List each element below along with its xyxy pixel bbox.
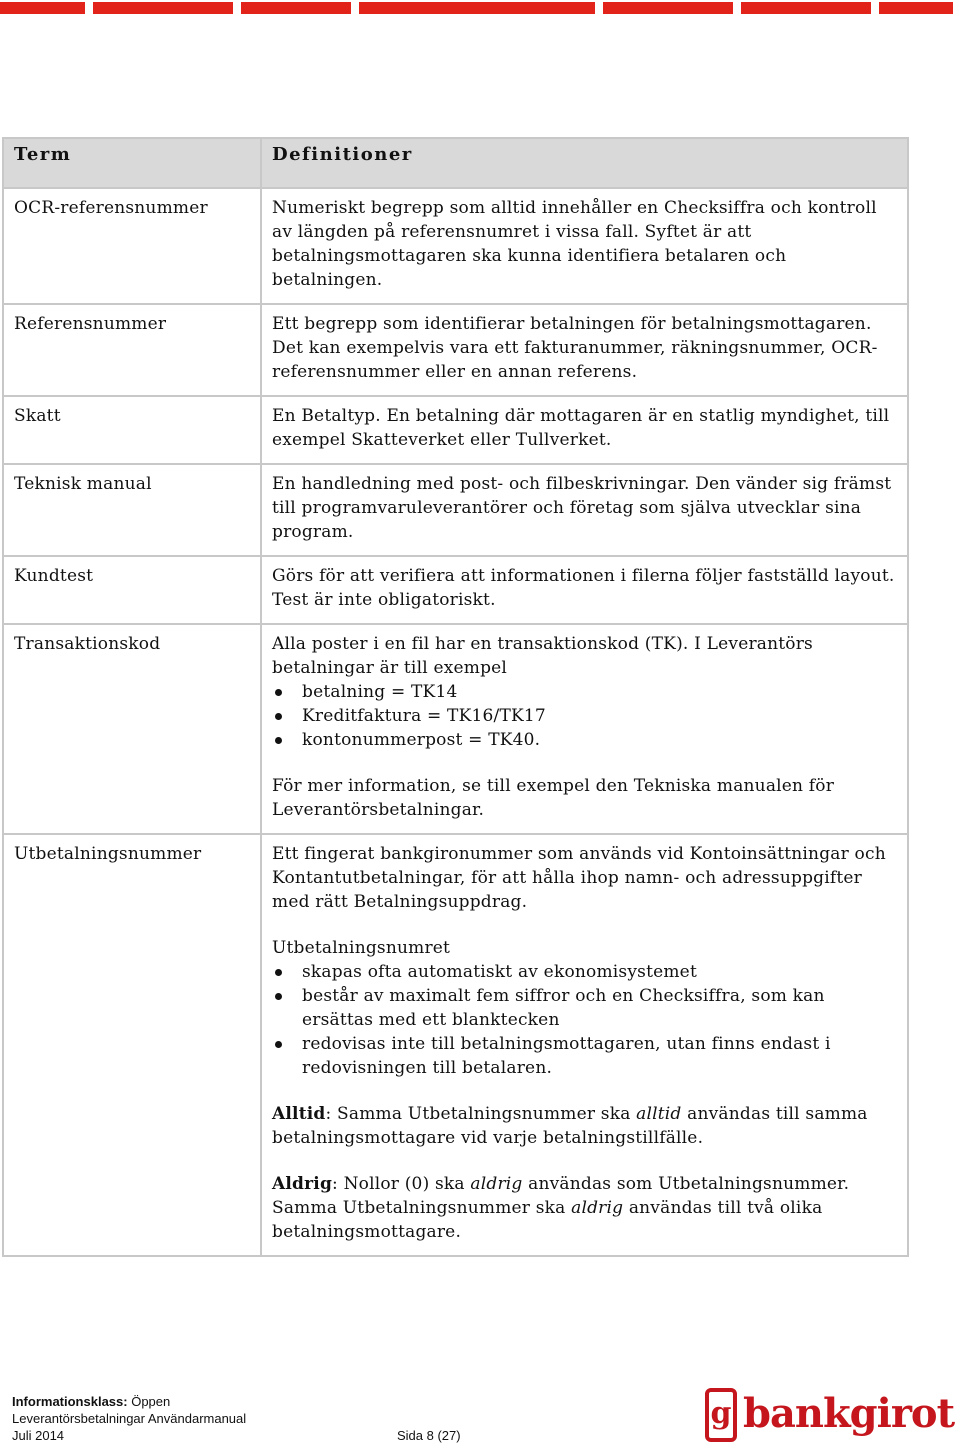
term-cell: Kundtest [3,556,261,624]
glossary-table [2,137,909,1257]
document-date: Juli 2014 [12,1428,65,1443]
always-label: Alltid [272,1104,326,1124]
classification-label: Informationsklass: [12,1394,128,1409]
never-emphasis: aldrig [571,1198,624,1218]
definition-text: Ett begrepp som identifierar betalningen för betalningsmottagaren. Det kan exempelvis vara ett fakturanummer, räkningsnummer, OCR-referensnummer eller en annan referens. [272,314,878,382]
table-row [3,304,908,396]
always-text-post: användas till samma betalningsmottagare vid varje betalningstillfälle. [272,1104,868,1148]
never-text-mid: användas som Utbetalningsnummer. Samma Utbetalningsnummer ska [272,1174,850,1218]
term-cell: Teknisk manual [3,464,261,556]
logo-wordmark: bankgirot [743,1390,955,1437]
definition-text: En handledning med post- och filbeskrivningar. Den vänder sig främst till programvaruleverantörer och företag som själva utvecklar sina program. [272,474,892,542]
definition-cell [261,624,908,834]
table-row [3,188,908,304]
list-item: betalning = TK14 [302,680,897,704]
document-title: Leverantörsbetalningar Användarmanual [12,1411,247,1426]
top-accent-bar [0,0,960,8]
page-footer [12,1393,461,1444]
never-text-post: användas till två olika betalningsmottagare. [272,1198,823,1242]
table-header-row [3,138,908,188]
never-rule [272,1172,897,1244]
table-row [3,624,908,834]
bankgirot-logo [705,1386,955,1446]
never-emphasis: aldrig [470,1174,523,1194]
never-text-pre: : Nollor (0) ska [332,1174,471,1194]
classification-value: Öppen [127,1394,171,1409]
definition-cell [261,834,908,1256]
bullet-list [272,680,897,752]
definition-cell [261,188,908,304]
classification-line [12,1393,246,1410]
list-item: skapas ofta automatiskt av ekonomisystemet [302,960,897,984]
page-number: Sida 8 (27) [397,1428,461,1443]
never-label: Aldrig [272,1174,333,1194]
bullet-list [272,960,897,1080]
column-header-term: Term [3,138,261,188]
term-cell: Utbetalningsnummer [3,834,261,1256]
definition-subheading: Utbetalningsnumret [272,938,451,958]
always-rule [272,1102,897,1150]
table-row [3,464,908,556]
term-cell: Transaktionskod [3,624,261,834]
term-cell: OCR-referensnummer [3,188,261,304]
list-item: redovisas inte till betalningsmottagaren, utan finns endast i redovisningen till betalaren. [302,1032,897,1080]
definition-cell [261,556,908,624]
definition-text: En Betaltyp. En betalning där mottagaren är en statlig myndighet, till exempel Skatteverket eller Tullverket. [272,406,890,450]
list-item: kontonummerpost = TK40. [302,728,897,752]
definition-cell [261,396,908,464]
list-item: Kreditfaktura = TK16/TK17 [302,704,897,728]
definition-text: Alla poster i en fil har en transaktionskod (TK). I Leverantörs betalningar är till exempel [272,634,813,678]
definition-text: Görs för att verifiera att informationen i filerna följer fastställd layout. Test är inte obligatoriskt. [272,566,895,610]
logo-mark-icon: g [705,1388,737,1442]
definition-cell [261,464,908,556]
always-text-pre: : Samma Utbetalningsnummer ska [325,1104,637,1124]
term-cell: Skatt [3,396,261,464]
table-row [3,556,908,624]
table-row [3,834,908,1256]
definition-text: Ett fingerat bankgironummer som används vid Kontoinsättningar och Kontantutbetalningar, för att hålla ihop namn- och adressuppgifter med rätt Betalningsuppdrag. [272,844,886,912]
term-cell: Referensnummer [3,304,261,396]
list-item: består av maximalt fem siffror och en Checksiffra, som kan ersättas med ett blanktecken [302,984,897,1032]
definition-cell [261,304,908,396]
column-header-definition: Definitioner [261,138,908,188]
definition-text: Numeriskt begrepp som alltid innehåller en Checksiffra och kontroll av längden på referensnumret i vissa fall. Syftet är att betalningsmottagaren ska kunna identifiera betalaren och betalningen. [272,198,877,290]
definition-note: För mer information, se till exempel den Tekniska manualen för Leverantörsbetalningar. [272,776,835,820]
table-row [3,396,908,464]
always-emphasis: alltid [636,1104,682,1124]
